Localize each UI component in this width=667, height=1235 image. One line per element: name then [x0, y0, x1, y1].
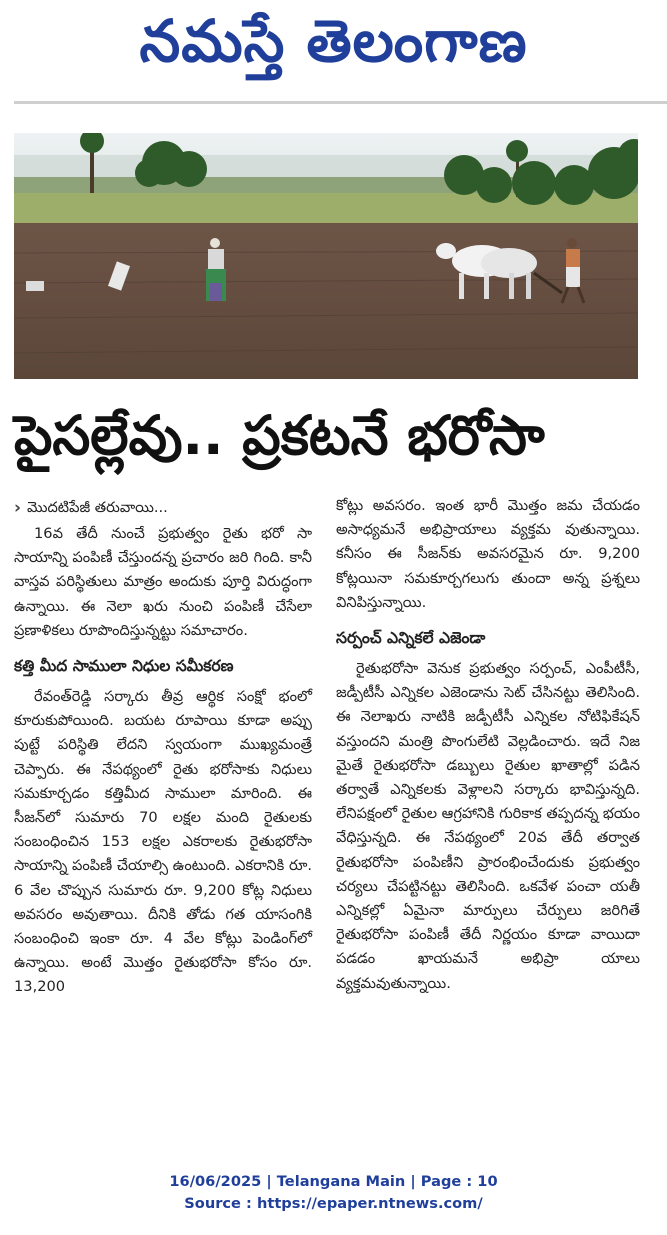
- newspaper-logo: నమస్తే తెలంగాణ: [139, 6, 528, 75]
- article-paragraph: కోట్లు అవసరం. ఇంత భారీ మొత్తం జమ చేయడం అసాధ్యమనే అభిప్రాయాలు వ్యక్తమ వుతున్నాయి. కనీసం ఈ సీజన్‌కు అవసరమైన రూ. 9,200 కోట్లయినా సమకూర్చగలుగు తుందా అన్న ప్రశ్నలు వినిపిస్తున్నాయి.: [336, 497, 640, 611]
- page-footer: [0, 1171, 667, 1215]
- continued-from-label: [14, 494, 312, 522]
- masthead: [0, 0, 667, 96]
- continued-from-text: మొదటిపేజీ తరువాయి...: [27, 498, 168, 516]
- article-paragraph: రైతుభరోసా వెనుక ప్రభుత్వం సర్పంచ్, ఎంపీటీసీ, జడ్పీటీసీ ఎన్నికల ఎజెండాను సెట్ చేసినట్టు తెలిసింది. ఈ నెలాఖరు నాటికి జడ్పీటీసీ ఎన్నికల నోటిఫికేషన్ వస్తుందని మంత్రి పొంగులేటి వెల్లడించారు. ఇదే నిజ మైతే రైతుభరోసా డబ్బులు రైతుల ఖాతాల్లో పడిన తర్వాతే ఎన్నికలకు వెళ్లాలని సర్కారు భావిస్తున్నది. లేనిపక్షంలో రైతుల ఆగ్రహానికి గురికాక తప్పదన్న భయం వేధిస్తున్నది. ఈ నేపథ్యంలో 20వ తేదీ తర్వాత రైతుభరోసా పంపిణీని ప్రారంభించేందుకు ప్రభుత్వం చర్యలు చేపట్టినట్టు తెలిసింది. ఒకవేళ పంచా యతీ ఎన్నికల్లో ఏమైనా మార్పులు చేర్పులు జరిగితే రైతుభరోసా పంపిణీ తేదీ నిర్ణయం కూడా వాయిదా పడడం ఖాయమనే అభిప్రా యాలు వ్యక్తమవుతున్నాయి.: [336, 660, 640, 992]
- article-headline: పైసల్లేవు.. ప్రకటనే భరోసా: [14, 404, 545, 467]
- farm-field-photo: [14, 133, 638, 379]
- source-link[interactable]: Source : https://epaper.ntnews.com/: [184, 1195, 483, 1212]
- article-photo: [14, 133, 638, 379]
- section-subheading: కత్తి మీద సాములా నిధుల సమీకరణ: [14, 657, 234, 676]
- chevron-right-icon: ›: [14, 497, 22, 518]
- section-subheading: సర్పంచ్ ఎన్నికలే ఎజెండా: [336, 629, 486, 648]
- article-paragraph: 16వ తేదీ నుంచే ప్రభుత్వం రైతు భరో సా సాయాన్ని పంపిణీ చేస్తుందన్న ప్రచారం జరి గింది. కానీ వాస్తవ పరిస్థితులు మాత్రం అందుకు పూర్తి విరుద్ధంగా ఉన్నాయి. ఈ నెలా ఖరు నుంచి పంపిణీ చేసేలా ప్రణాళికలు రూపొందిస్తున్నట్టు సమాచారం.: [14, 525, 312, 639]
- header-divider: [14, 101, 667, 104]
- article-column-right: [336, 494, 640, 996]
- article-paragraph: రేవంత్‌రెడ్డి సర్కారు తీవ్ర ఆర్థిక సంక్షో భంలో కూరుకుపోయింది. బయట రూపాయి కూడా అప్పు పుట్టే పరిస్థితి లేదని స్వయంగా ముఖ్యమంత్రే చెప్పారు. ఈ నేపథ్యంలో రైతు భరోసాకు నిధులు సమకూర్చడం కత్తిమీద సాములా మారింది. ఈ సీజన్‌లో సుమారు 70 లక్షల మంది రైతులకు సంబంధించిన 153 లక్షల ఎకరాలకు రైతుభరోసా సాయాన్ని పంపిణీ చేయాల్సి ఉంటుంది. ఎకరానికి రూ. 6 వేల చొప్పున సుమారు రూ. 9,200 కోట్ల నిధులు అవసరం అవుతాయి. దీనికి తోడు గత యాసంగికి సంబంధించి ఇంకా రూ. 4 వేల కోట్లు పెండింగ్‌లో ఉన్నాయి. అంటే మొత్తం రైతుభరోసా కోసం రూ. 13,200: [14, 688, 312, 996]
- edition-info: 16/06/2025 | Telangana Main | Page : 10: [169, 1173, 498, 1190]
- article-column-left: [14, 494, 312, 1000]
